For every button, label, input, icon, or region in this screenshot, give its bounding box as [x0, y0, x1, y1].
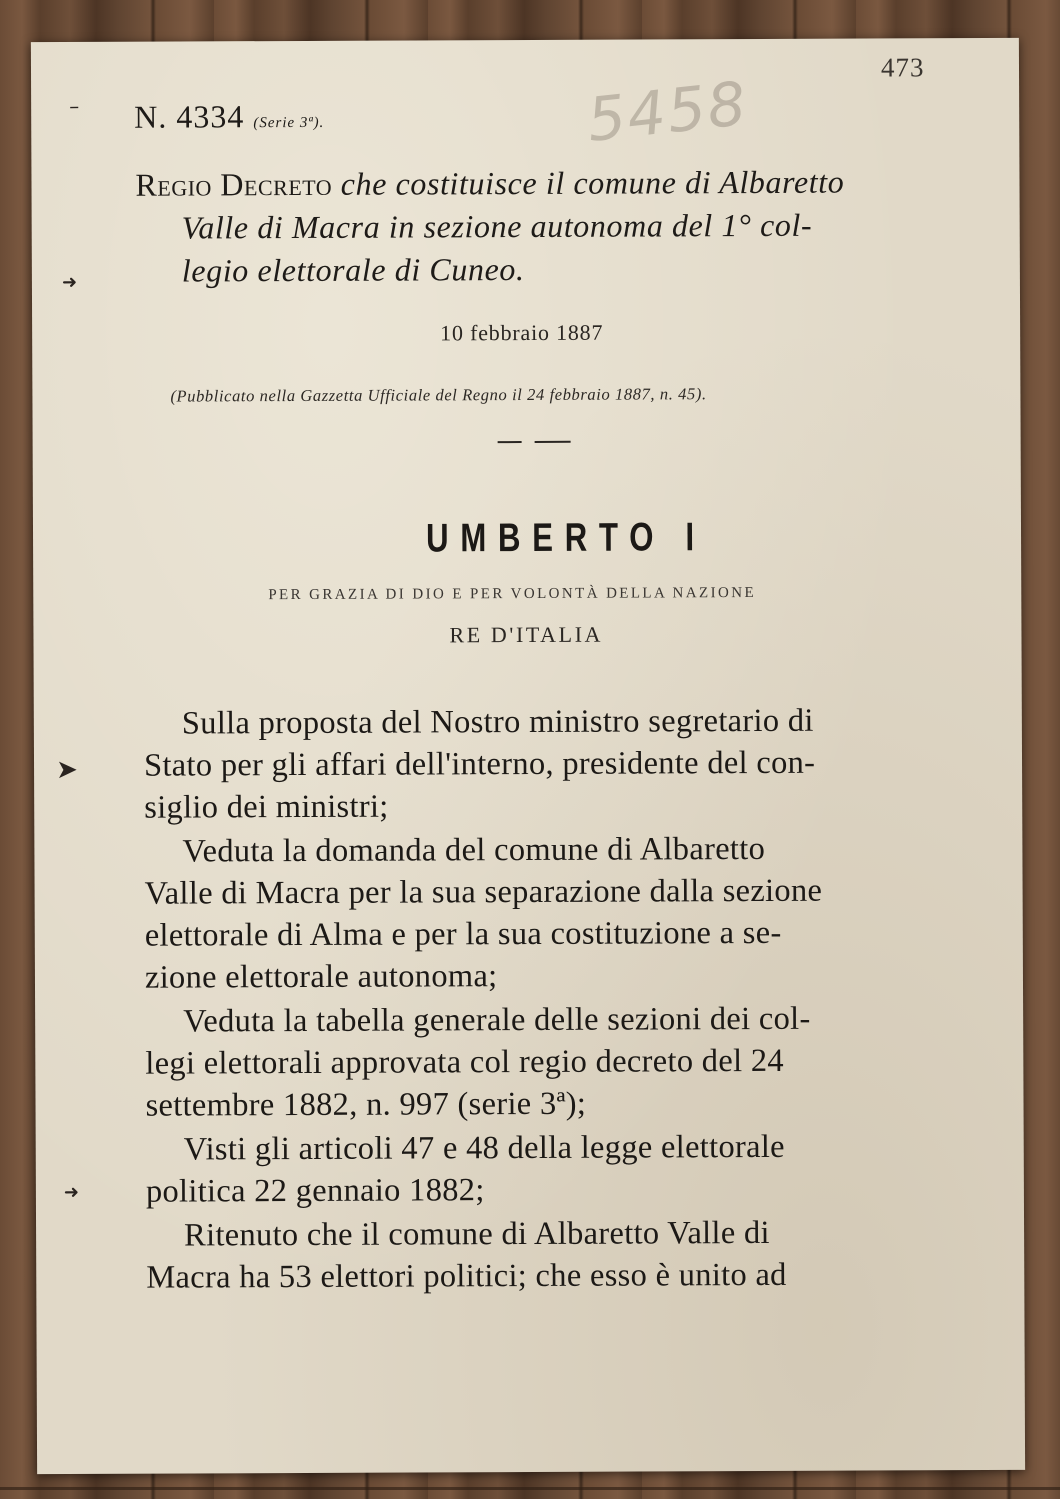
royal-title: RE D'ITALIA: [449, 621, 604, 648]
body-line: elettorale di Alma e per la sua costituzione a se-: [144, 914, 782, 954]
decree-serie: (Serie 3ª).: [253, 114, 325, 132]
decree-title-text: che costituisce il comune di Albaretto: [332, 163, 845, 202]
body-line: politica 22 gennaio 1882;: [145, 1172, 485, 1210]
body-line: zione elettorale autonoma;: [144, 958, 498, 996]
margin-tick-mark: –: [69, 93, 80, 118]
decree-number-line: [134, 98, 324, 136]
decree-title-line: [182, 207, 813, 247]
body-line: Valle di Macra per la sua separazione dalla sezione: [144, 872, 823, 912]
margin-arrow-mark: ➤: [55, 754, 78, 786]
body-line: settembre 1882, n. 997 (serie 3ª);: [145, 1085, 587, 1124]
gazette-note: (Pubblicato nella Gazzetta Ufficiale del Regno il 24 febbraio 1887, n. 45).: [170, 384, 707, 406]
decree-title-prefix: Regio Decreto: [135, 165, 333, 203]
body-line: Stato per gli affari dell'interno, presidente del con-: [143, 744, 816, 784]
body-line: Veduta la tabella generale delle sezioni dei col-: [183, 1000, 811, 1040]
decree-title-line: [135, 164, 844, 204]
body-line: siglio dei ministri;: [144, 788, 389, 826]
royal-formula: PER GRAZIA DI DIO E PER VOLONTÀ DELLA NAZIONE: [268, 585, 757, 604]
margin-arrow-mark: ➜: [61, 271, 78, 294]
document-page: [31, 38, 1025, 1474]
body-line: Ritenuto che il comune di Albaretto Valle di: [184, 1214, 770, 1254]
separator-dash: [498, 441, 522, 443]
sovereign-name: UMBERTO I: [425, 515, 706, 561]
decree-title-text: legio elettorale di Cuneo.: [181, 251, 525, 289]
page-number: 473: [880, 52, 925, 83]
body-line: Macra ha 53 elettori politici; che esso è unito ad: [146, 1256, 787, 1296]
decree-date: 10 febbraio 1887: [440, 319, 604, 346]
body-line: Veduta la domanda del comune di Albaretto: [182, 830, 766, 870]
decree-title-line: [182, 251, 525, 289]
margin-arrow-mark: ➜: [63, 1181, 80, 1204]
decree-title-text: Valle di Macra in sezione autonoma del 1° col-: [181, 206, 813, 246]
body-line: Visti gli articoli 47 e 48 della legge elettorale: [183, 1128, 785, 1168]
body-line: legi elettorali approvata col regio decreto del 24: [145, 1042, 784, 1082]
body-line: Sulla proposta del Nostro ministro segretario di: [181, 702, 814, 742]
plank-seam: [0, 1487, 1060, 1490]
decree-number: N. 4334: [134, 98, 245, 135]
pencil-annotation: 5458: [583, 68, 752, 156]
separator-dash: [535, 441, 571, 443]
